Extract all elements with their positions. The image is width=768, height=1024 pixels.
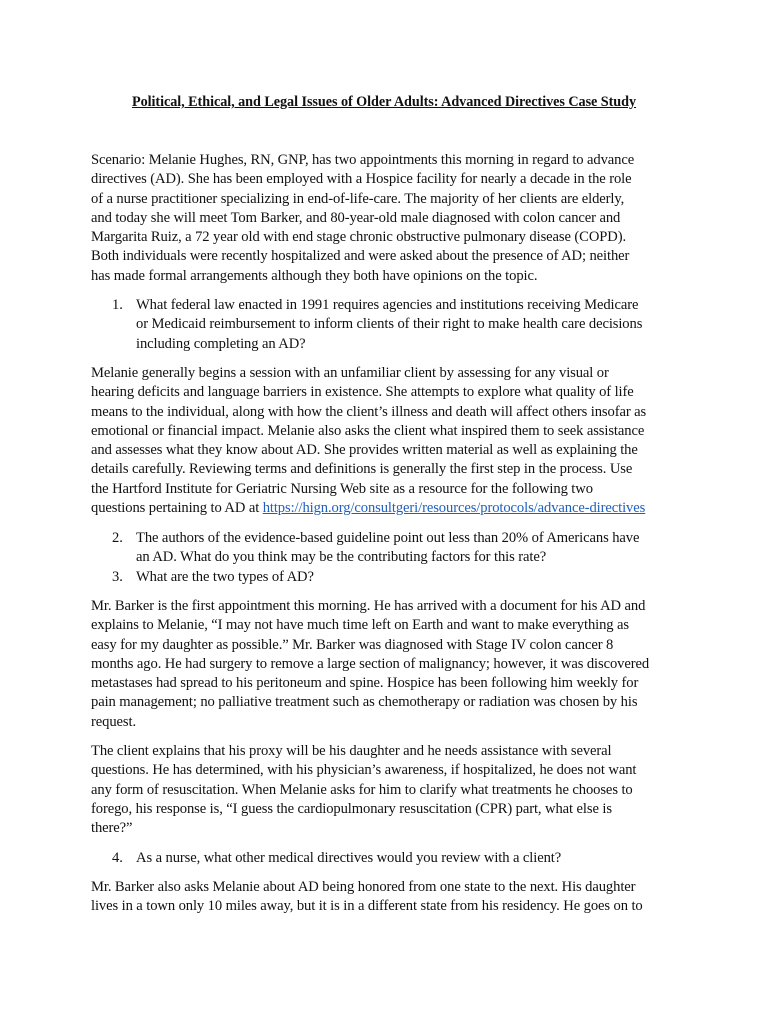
text-line: What are the two types of AD?: [136, 569, 314, 585]
text-line: and assesses what they know about AD. She provides written material as well as explaining the: [91, 442, 638, 459]
text-line: Mr. Barker also asks Melanie about AD being honored from one state to the next. His daughter: [91, 879, 636, 895]
text-line: there?”: [91, 820, 133, 837]
text-line: details carefully. Reviewing terms and definitions is generally the first step in the process. Use: [91, 461, 633, 478]
text-line: forego, his response is, “I guess the cardiopulmonary resuscitation (CPR) part, what else is: [91, 800, 612, 817]
question-number: 3.: [112, 569, 123, 585]
question-text: [136, 296, 642, 354]
proxy-paragraph: [91, 742, 681, 838]
text-line: As a nurse, what other medical directives would you review with a client?: [136, 850, 562, 866]
text-line: including completing an AD?: [136, 335, 306, 352]
question-text: [136, 849, 561, 868]
question-number: 1.: [112, 297, 123, 313]
text-line: an AD. What do you think may be the contributing factors for this rate?: [136, 549, 547, 566]
scenario-paragraph: [91, 151, 681, 286]
text-line: The authors of the evidence-based guideline point out less than 20% of Americans have: [136, 530, 640, 546]
text-line: Both individuals were recently hospitalized and were asked about the presence of AD; neither: [91, 248, 630, 265]
document-title: Political, Ethical, and Legal Issues of Older Adults: Advanced Directives Case Study: [131, 94, 637, 110]
text-line: What federal law enacted in 1991 requires agencies and institutions receiving Medicare: [136, 297, 639, 313]
hartford-resource-link[interactable]: https://hign.org/consultgeri/resources/protocols/advance-directives: [262, 500, 646, 517]
text-line: Mr. Barker is the first appointment this morning. He has arrived with a document for his AD and: [91, 598, 646, 614]
text-line: easy for my daughter as possible.” Mr. Barker was diagnosed with Stage IV colon cancer 8: [91, 636, 614, 653]
text-line: emotional or financial impact. Melanie also asks the client what inspired them to seek assistance: [91, 422, 645, 439]
text-line: hearing deficits and language barriers in existence. She attempts to explore what quality of life: [91, 384, 634, 401]
barker-paragraph: [91, 597, 681, 732]
assessment-paragraph: [91, 364, 681, 518]
text-line: any form of resuscitation. When Melanie asks for him to clarify what treatments he chooses to: [91, 781, 633, 798]
text-line: lives in a town only 10 miles away, but it is in a different state from his residency. He goes on to: [91, 898, 643, 915]
text-line: means to the individual, along with how the client’s illness and death will affect others insofar as: [91, 403, 647, 420]
text-line: Scenario: Melanie Hughes, RN, GNP, has two appointments this morning in regard to advance: [91, 152, 635, 168]
text-line: directives (AD). She has been employed with a Hospice facility for nearly a decade in the role: [91, 171, 632, 188]
text-line: pain management; no palliative treatment such as chemotherapy or radiation was chosen by his: [91, 694, 638, 711]
text-line: [91, 499, 681, 518]
text-line: Melanie generally begins a session with an unfamiliar client by assessing for any visual or: [91, 365, 609, 381]
text-line: and today she will meet Tom Barker, and 80-year-old male diagnosed with colon cancer and: [91, 209, 621, 226]
text-line: months ago. He had surgery to remove a large section of malignancy; however, it was discovered: [91, 655, 650, 672]
question-number: 2.: [112, 530, 123, 546]
text-line: of a nurse practitioner specializing in end-of-life-care. The majority of her clients are elderly,: [91, 190, 625, 207]
line-prefix: questions pertaining to AD at: [91, 500, 263, 517]
question-text: [136, 529, 639, 568]
state-paragraph: [91, 878, 681, 917]
question-text: [136, 568, 314, 587]
text-line: request.: [91, 713, 136, 730]
text-line: metastases had spread to his peritoneum and spine. Hospice has been following him weekly for: [91, 675, 639, 692]
question-number: 4.: [112, 850, 123, 866]
text-line: has made formal arrangements although they both have opinions on the topic.: [91, 267, 538, 284]
text-line: explains to Melanie, “I may not have much time left on Earth and want to make everything as: [91, 617, 629, 634]
text-line: or Medicaid reimbursement to inform clients of their right to make health care decisions: [136, 316, 643, 333]
text-line: Margarita Ruiz, a 72 year old with end stage chronic obstructive pulmonary disease (COPD).: [91, 229, 627, 246]
text-line: the Hartford Institute for Geriatric Nursing Web site as a resource for the following two: [91, 480, 593, 497]
text-line: questions. He has determined, with his physician’s awareness, if hospitalized, he does not want: [91, 762, 637, 779]
text-line: The client explains that his proxy will be his daughter and he needs assistance with several: [91, 743, 612, 759]
